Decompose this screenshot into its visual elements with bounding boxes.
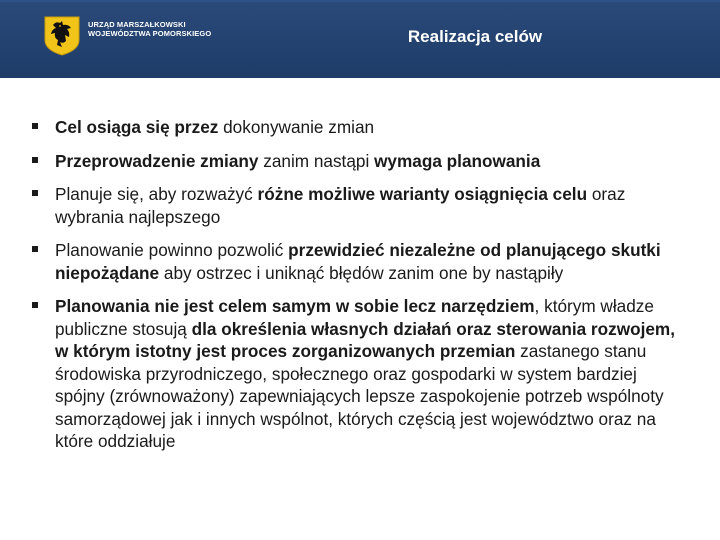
bullet-bold-text: dla określenia własnych działań oraz sterowania rozwojem, w którym istotny jest proces zorganizowanych przemian: [55, 318, 675, 361]
bullet-text: oraz wybrania najlepszego: [55, 184, 626, 227]
bullet-marker: [32, 190, 38, 196]
bullet-marker: [32, 246, 38, 252]
bullet-bold-text: różne możliwe warianty osiągnięcia celu: [257, 184, 588, 204]
bullet-text: , którym władze publiczne stosują: [55, 296, 654, 339]
bullet-text: aby ostrzec i uniknąć błędów zanim one by nastąpiły: [159, 262, 564, 283]
bullet-bold-text: wymaga planowania: [374, 150, 541, 171]
bullet-marker: [32, 302, 38, 308]
bullet-list: [32, 116, 682, 464]
bullet-marker: [32, 157, 38, 163]
logo-line-1: URZĄD MARSZAŁKOWSKI: [88, 20, 186, 29]
bullet-text: Planowanie powinno pozwolić: [55, 240, 289, 260]
bullet-item: [32, 183, 682, 228]
bullet-text: zastanego stanu środowiska przyrodniczego, społecznego oraz gospodarki w system bardziej spójny (zrównoważony) zapewniających lepsze zaspokojenie potrzeb wspólnoty samorządowej jak i innych wspólnot, których częścią jest województwo oraz na które oddziałuje: [55, 341, 664, 451]
griffin-crest-icon: [44, 16, 80, 56]
slide-title: Realizacja celów: [407, 27, 543, 46]
slide-header: [0, 0, 720, 78]
logo-line-2: WOJEWÓDZTWA POMORSKIEGO: [88, 29, 212, 38]
bullet-item: [32, 239, 682, 284]
bullet-bold-text: Cel osiąga się przez: [55, 117, 224, 137]
bullet-bold-text: przewidzieć niezależne od planującego skutki niepożądane: [55, 240, 661, 283]
bullet-item: [32, 295, 682, 453]
bullet-text: dokonywanie zmian: [223, 117, 375, 137]
bullet-text: Planuje się, aby rozważyć: [55, 184, 258, 204]
institution-logo: [44, 16, 211, 56]
logo-text: [88, 20, 211, 38]
bullet-marker: [32, 123, 38, 129]
bullet-bold-text: Planowania nie jest celem samym w sobie lecz narzędziem: [55, 296, 535, 316]
bullet-bold-text: Przeprowadzenie zmiany: [55, 150, 259, 171]
header-highlight: [0, 0, 720, 2]
bullet-item: [32, 150, 682, 173]
bullet-item: [32, 116, 682, 139]
bullet-text: zanim nastąpi: [258, 150, 375, 171]
